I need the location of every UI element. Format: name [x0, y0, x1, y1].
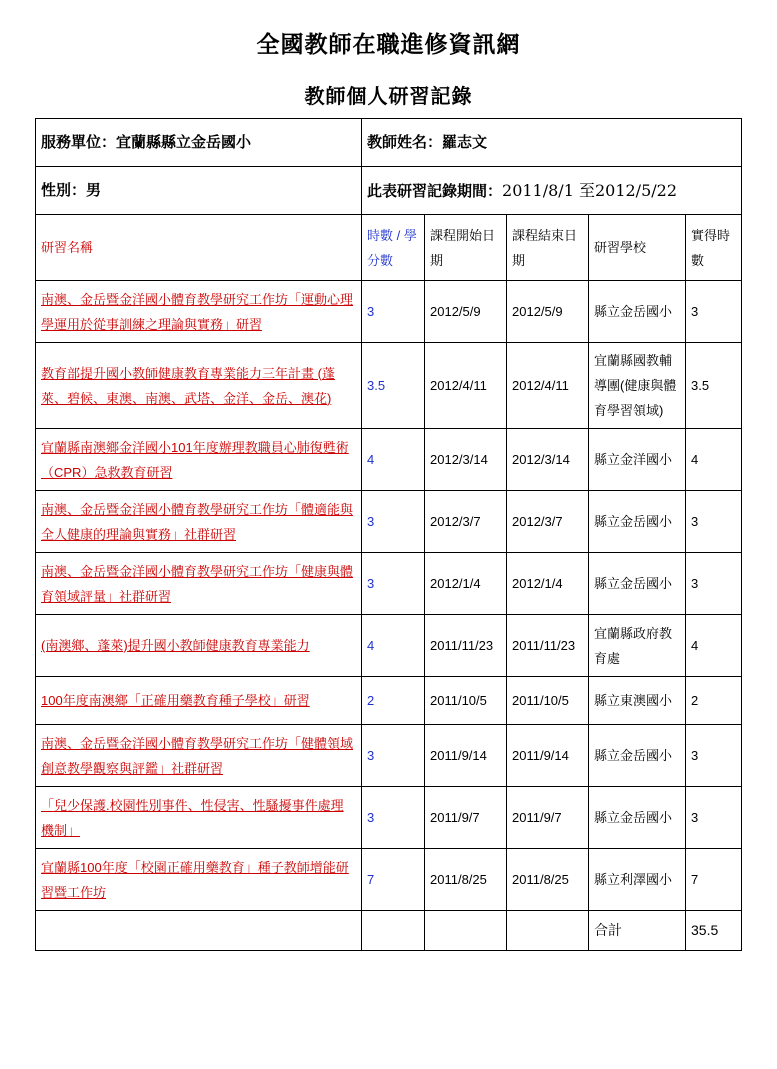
table-row: [36, 553, 742, 615]
header-school: 研習學校: [589, 215, 686, 281]
course-link[interactable]: 教育部提升國小教師健康教育專業能力三年計畫 (蓬萊、碧候、東澳、南澳、武塔、金洋、金岳、澳花): [41, 365, 335, 406]
course-link[interactable]: 南澳、金岳暨金洋國小體育教學研究工作坊「運動心理學運用於從事訓練之理論與實務」研習: [41, 291, 354, 332]
empty-cell: [507, 911, 589, 951]
course-start-date: 2011/11/23: [425, 615, 507, 677]
course-earned-hours: 3: [686, 725, 742, 787]
empty-cell: [425, 911, 507, 951]
header-earned-hours: 實得時數: [686, 215, 742, 281]
course-link[interactable]: 南澳、金岳暨金洋國小體育教學研究工作坊「體適能與全人健康的理論與實務」社群研習: [41, 501, 354, 542]
gender: 性別：男: [36, 167, 362, 215]
table-row: [36, 615, 742, 677]
course-link[interactable]: (南澳鄉、蓬萊)提升國小教師健康教育專業能力: [41, 638, 310, 653]
course-link[interactable]: 宜蘭縣100年度「校園正確用藥教育」種子教師增能研習暨工作坊: [41, 859, 349, 900]
course-hours: 4: [362, 429, 425, 491]
course-link[interactable]: 100年度南澳鄉「正確用藥教育種子學校」研習: [41, 693, 310, 708]
course-link[interactable]: 「兒少保護.校園性別事件、性侵害、性騷擾事件處理機制」: [41, 797, 344, 838]
teacher-name: 教師姓名：羅志文: [362, 119, 742, 167]
table-row: [36, 281, 742, 343]
record-period-label: 此表研習記錄期間：: [367, 181, 503, 200]
page-subtitle: 教師個人研習記錄: [304, 84, 473, 108]
course-start-date: 2011/8/25: [425, 849, 507, 911]
empty-cell: [362, 911, 425, 951]
course-start-date: 2011/10/5: [425, 677, 507, 725]
header-start-date: 課程開始日期: [425, 215, 507, 281]
course-school: 縣立金岳國小: [589, 491, 686, 553]
course-end-date: 2012/4/11: [507, 343, 589, 429]
total-row: [36, 911, 742, 951]
course-end-date: 2012/3/7: [507, 491, 589, 553]
course-earned-hours: 4: [686, 429, 742, 491]
course-start-date: 2012/4/11: [425, 343, 507, 429]
course-end-date: 2011/10/5: [507, 677, 589, 725]
total-label: 合計: [589, 911, 686, 951]
course-school: 縣立金岳國小: [589, 787, 686, 849]
course-school: 縣立東澳國小: [589, 677, 686, 725]
table-row: [36, 429, 742, 491]
record-period: [362, 167, 742, 215]
course-earned-hours: 3: [686, 281, 742, 343]
empty-cell: [36, 911, 362, 951]
course-earned-hours: 2: [686, 677, 742, 725]
course-end-date: 2011/11/23: [507, 615, 589, 677]
table-row: [36, 677, 742, 725]
course-end-date: 2012/1/4: [507, 553, 589, 615]
course-hours: 3: [362, 553, 425, 615]
course-link[interactable]: 南澳、金岳暨金洋國小體育教學研究工作坊「健體領域創意教學觀察與評鑑」社群研習: [41, 735, 354, 776]
course-school: 宜蘭縣政府教育處: [589, 615, 686, 677]
course-hours: 3: [362, 491, 425, 553]
page-title: 全國教師在職進修資訊網: [256, 31, 521, 58]
course-hours: 2: [362, 677, 425, 725]
course-start-date: 2012/3/7: [425, 491, 507, 553]
course-start-date: 2012/3/14: [425, 429, 507, 491]
course-earned-hours: 3: [686, 491, 742, 553]
course-link[interactable]: 南澳、金岳暨金洋國小體育教學研究工作坊「健康與體育領域評量」社群研習: [41, 563, 354, 604]
course-earned-hours: 3: [686, 787, 742, 849]
table-row: [36, 849, 742, 911]
training-record-table: [35, 118, 742, 951]
course-start-date: 2011/9/14: [425, 725, 507, 787]
course-hours: 4: [362, 615, 425, 677]
course-end-date: 2011/9/14: [507, 725, 589, 787]
table-row: [36, 343, 742, 429]
course-start-date: 2012/1/4: [425, 553, 507, 615]
course-school: 宜蘭縣國教輔導團(健康與體育學習領域): [589, 343, 686, 429]
record-period-value: 2011/8/1 至2012/5/22: [502, 180, 678, 200]
course-school: 縣立金岳國小: [589, 725, 686, 787]
course-earned-hours: 3.5: [686, 343, 742, 429]
course-end-date: 2012/5/9: [507, 281, 589, 343]
course-hours: 3: [362, 281, 425, 343]
course-earned-hours: 4: [686, 615, 742, 677]
service-unit: 服務單位：宜蘭縣縣立金岳國小: [36, 119, 362, 167]
table-row: [36, 787, 742, 849]
course-hours: 3.5: [362, 343, 425, 429]
header-hours: 時數 / 學分數: [362, 215, 425, 281]
course-earned-hours: 3: [686, 553, 742, 615]
course-hours: 3: [362, 787, 425, 849]
course-school: 縣立利澤國小: [589, 849, 686, 911]
course-end-date: 2011/9/7: [507, 787, 589, 849]
course-hours: 7: [362, 849, 425, 911]
header-course-name: 研習名稱: [36, 215, 362, 281]
header-end-date: 課程結束日期: [507, 215, 589, 281]
course-hours: 3: [362, 725, 425, 787]
total-value: 35.5: [686, 911, 742, 951]
course-link[interactable]: 宜蘭縣南澳鄉金洋國小101年度辦理教職員心肺復甦術（CPR）急救教育研習: [41, 439, 349, 480]
course-school: 縣立金岳國小: [589, 553, 686, 615]
course-start-date: 2011/9/7: [425, 787, 507, 849]
course-end-date: 2012/3/14: [507, 429, 589, 491]
course-end-date: 2011/8/25: [507, 849, 589, 911]
course-earned-hours: 7: [686, 849, 742, 911]
course-school: 縣立金岳國小: [589, 281, 686, 343]
course-start-date: 2012/5/9: [425, 281, 507, 343]
table-row: [36, 491, 742, 553]
course-school: 縣立金洋國小: [589, 429, 686, 491]
table-row: [36, 725, 742, 787]
